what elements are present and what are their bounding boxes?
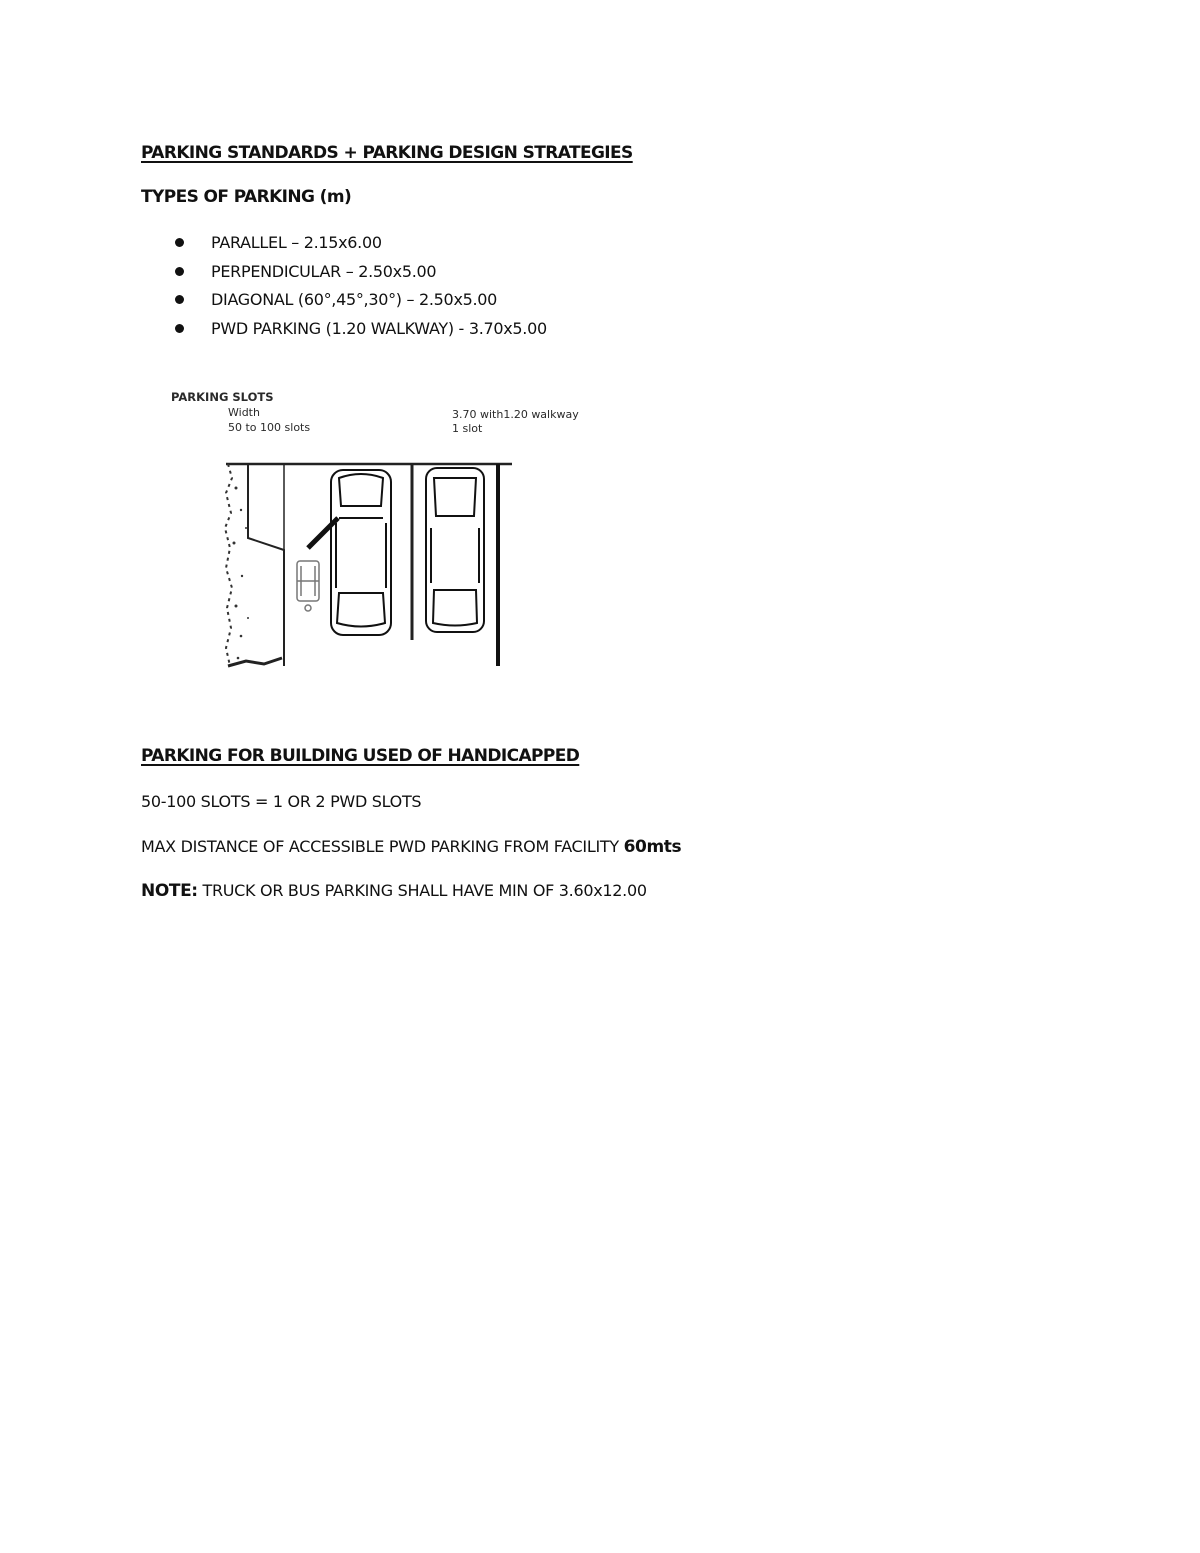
walkway-outline <box>248 464 284 666</box>
bullet-icon <box>175 267 184 276</box>
list-item-text: PERPENDICULAR – 2.50x5.00 <box>211 261 437 281</box>
distance-rule-text: MAX DISTANCE OF ACCESSIBLE PWD PARKING FROM FACILITY <box>141 837 624 856</box>
figure-slot-count-label: 1 slot <box>452 422 483 435</box>
bullet-icon <box>175 295 184 304</box>
distance-rule <box>141 837 681 857</box>
car-door <box>308 518 338 548</box>
bullet-icon <box>175 324 184 333</box>
wheelchair-icon <box>297 561 319 611</box>
figure-dimension-label: 3.70 with1.20 walkway <box>452 408 579 421</box>
list-item-text: DIAGONAL (60°,45°,30°) – 2.50x5.00 <box>211 290 498 310</box>
list-item-text: PARALLEL – 2.15x6.00 <box>211 233 382 252</box>
distance-value: 60mts <box>623 837 682 857</box>
note-text: TRUCK OR BUS PARKING SHALL HAVE MIN OF 3.60x12.00 <box>197 881 647 900</box>
ground-bottom-edge <box>228 658 282 666</box>
note-paragraph <box>141 881 647 901</box>
list-item-text: PWD PARKING (1.20 WALKWAY) - 3.70x5.00 <box>211 319 547 339</box>
parking-slots-figure <box>146 378 596 723</box>
ground-stipple <box>233 487 250 660</box>
bullet-icon <box>175 238 184 247</box>
car-icon <box>331 470 391 635</box>
note-label: NOTE: <box>141 881 198 901</box>
figure-slots-range-label: 50 to 100 slots <box>228 421 311 434</box>
document-title: PARKING STANDARDS + PARKING DESIGN STRATEGIES <box>141 143 633 163</box>
parking-slots-drawing <box>146 378 596 723</box>
types-heading: TYPES OF PARKING (m) <box>141 187 352 207</box>
ground-edge <box>225 464 232 666</box>
slots-rule: 50-100 SLOTS = 1 OR 2 PWD SLOTS <box>141 792 422 811</box>
handicapped-heading: PARKING FOR BUILDING USED OF HANDICAPPED <box>141 746 580 766</box>
figure-width-label: Width <box>228 406 260 419</box>
figure-title-label: PARKING SLOTS <box>171 390 274 404</box>
car-icon <box>426 468 484 632</box>
